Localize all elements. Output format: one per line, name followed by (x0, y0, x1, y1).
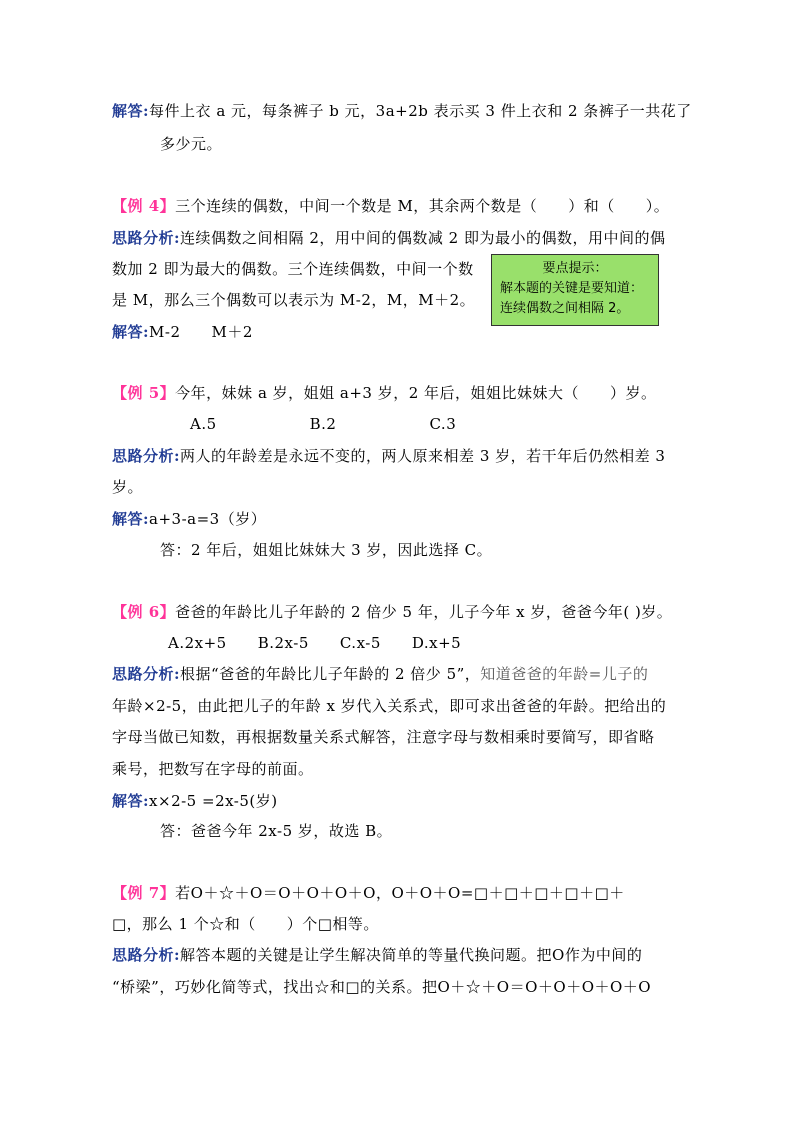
analysis-label: 思路分析: (112, 447, 181, 465)
example-6-answer (112, 790, 278, 812)
example-6-text: 爸爸的年龄比儿子年龄的 2 倍少 5 年，儿子今年 x 岁，爸爸今年( )岁。 (175, 603, 673, 621)
tip-line-2: 连续偶数之间相隔 2。 (500, 301, 630, 316)
example-5-options: A.5 B.2 C.3 (190, 415, 457, 433)
example-7-analysis-2: “桥梁”，巧妙化简等式，找出☆和□的关系。把O＋☆＋O＝O＋O＋O＋O＋O (112, 978, 652, 996)
analysis-label: 思路分析: (112, 665, 181, 683)
example-6-analysis-1 (112, 663, 648, 685)
analysis-text: 解答本题的关键是让学生解决简单的等量代换问题。把O作为中间的 (180, 946, 643, 964)
analysis-label: 思路分析: (112, 946, 181, 964)
tip-title: 要点提示： (542, 261, 608, 276)
answer-label: 解答: (112, 102, 150, 120)
example-7-question-1 (112, 882, 625, 904)
answer-text: x×2-5 =2x-5(岁) (149, 792, 278, 810)
analysis-label: 思路分析: (112, 229, 181, 247)
answer-text: M-2 M＋2 (149, 323, 253, 341)
example-4-answer (112, 321, 253, 343)
example-7-analysis-1 (112, 944, 642, 966)
example-6-analysis-3: 字母当做已知数，再根据数量关系式解答，注意字母与数相乘时要简写，即省略 (112, 728, 655, 746)
example-4-text: 三个连续的偶数，中间一个数是 M，其余两个数是（ ）和（ ）。 (175, 197, 670, 215)
key-point-tip-box (491, 254, 659, 326)
answer-label: 解答: (112, 323, 150, 341)
example-4-analysis-1 (112, 227, 665, 249)
analysis-text: 两人的年龄差是永远不变的，两人原来相差 3 岁，若干年后仍然相差 3 (180, 447, 666, 465)
example-6-analysis-2: 年龄×2-5，由此把儿子的年龄 x 岁代入关系式，即可求出爸爸的年龄。把给出的 (112, 697, 667, 715)
example-5-text: 今年，妹妹 a 岁，姐姐 a+3 岁，2 年后，姐姐比妹妹大（ ）岁。 (175, 384, 657, 402)
example-7-tag: 【例 7】 (112, 884, 176, 902)
analysis-text: 连续偶数之间相隔 2，用中间的偶数减 2 即为最小的偶数，用中间的偶 (180, 229, 666, 247)
example-7-question-2: □，那么 1 个☆和（ ）个□相等。 (112, 915, 379, 933)
example-5-answer (112, 508, 266, 530)
answer-label: 解答: (112, 792, 150, 810)
example-4-analysis-3: 是 M，那么三个偶数可以表示为 M-2，M，M＋2。 (112, 291, 476, 309)
answer-text: 每件上衣 a 元，每条裤子 b 元，3a+2b 表示买 3 件上衣和 2 条裤子一共花了 (149, 102, 692, 120)
answer-text: a+3-a=3（岁） (149, 510, 267, 528)
analysis-text-gray: 知道爸爸的年龄=儿子的 (480, 665, 649, 683)
tip-line-1: 解本题的关键是要知道： (500, 281, 644, 296)
example-5-question (112, 382, 657, 404)
answer-continuation: 多少元。 (160, 135, 223, 153)
example-5-analysis-1 (112, 445, 665, 467)
example-5-analysis-2: 岁。 (112, 478, 144, 496)
answer-line (112, 100, 692, 122)
example-4-question (112, 195, 669, 217)
example-4-tag: 【例 4】 (112, 197, 176, 215)
example-6-conclusion: 答：爸爸今年 2x-5 岁，故选 B。 (160, 822, 393, 840)
example-7-text: 若O＋☆＋O＝O＋O＋O＋O，O＋O＋O=□＋□＋□＋□＋□＋ (175, 884, 625, 902)
example-4-analysis-2: 数加 2 即为最大的偶数。三个连续偶数，中间一个数 (112, 260, 474, 278)
example-6-question (112, 601, 672, 623)
example-6-options: A.2x+5 B.2x-5 C.x-5 D.x+5 (168, 634, 462, 652)
example-5-tag: 【例 5】 (112, 384, 176, 402)
example-6-tag: 【例 6】 (112, 603, 176, 621)
answer-label: 解答: (112, 510, 150, 528)
analysis-text: 根据“爸爸的年龄比儿子年龄的 2 倍少 5”， (180, 665, 481, 683)
example-6-analysis-4: 乘号，把数写在字母的前面。 (112, 760, 314, 778)
example-5-conclusion: 答：2 年后，姐姐比妹妹大 3 岁，因此选择 C。 (160, 541, 493, 559)
